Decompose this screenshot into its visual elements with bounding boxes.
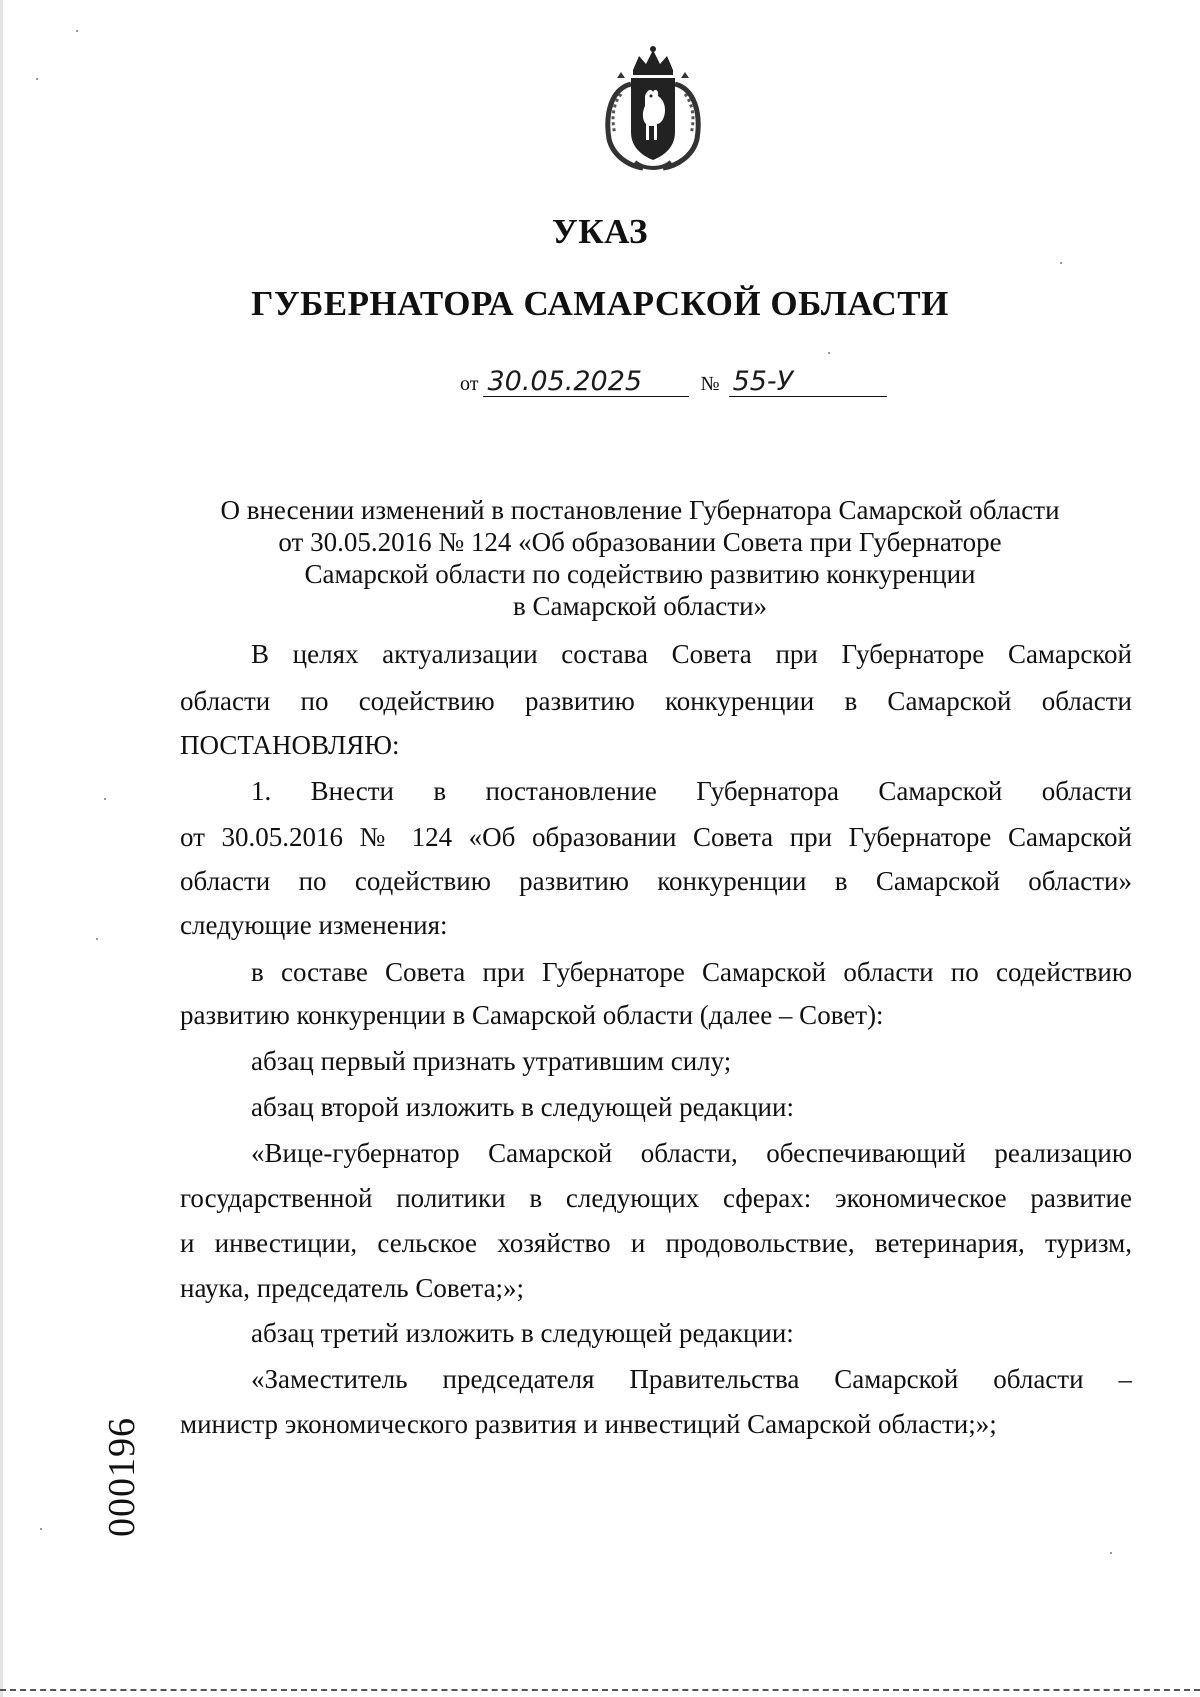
- scan-speck: [828, 352, 830, 354]
- scan-speck: [76, 30, 78, 32]
- body-line: области по содействию развитию конкуренции в Самарской области: [180, 686, 1132, 716]
- body-line: абзац второй изложить в следующей редакции:: [251, 1092, 794, 1122]
- body-line: в составе Совета при Губернаторе Самарской области по содействию: [251, 957, 1132, 987]
- body-line: министр экономического развития и инвестиций Самарской области;»;: [180, 1409, 997, 1439]
- body-line: абзац первый признать утратившим силу;: [251, 1046, 732, 1076]
- bottom-dashed-rule: [0, 1689, 1200, 1691]
- body-line: наука, председатель Совета;»;: [180, 1273, 525, 1303]
- subject-line: в Самарской области»: [512, 591, 768, 621]
- scan-speck: [104, 798, 106, 800]
- document-subtitle: ГУБЕРНАТОРА САМАРСКОЙ ОБЛАСТИ: [251, 284, 949, 323]
- samara-coat-of-arms-icon: [591, 44, 715, 172]
- body-line: абзац третий изложить в следующей редакции:: [251, 1318, 794, 1348]
- body-line: и инвестиции, сельское хозяйство и продовольствие, ветеринария, туризм,: [180, 1228, 1132, 1258]
- date-number-line: [460, 368, 887, 397]
- body-line: В целях актуализации состава Совета при Губернаторе Самарской: [251, 639, 1132, 669]
- number-label: №: [700, 373, 720, 395]
- handwritten-number: 55-У: [729, 368, 887, 397]
- body-line: развитию конкуренции в Самарской области (далее – Совет):: [180, 1000, 884, 1030]
- body-line: следующие изменения:: [180, 910, 448, 940]
- serial-number: 000196: [101, 1417, 143, 1537]
- body-line: государственной политики в следующих сферах: экономическое развитие: [180, 1183, 1132, 1213]
- subject-line: от 30.05.2016 № 124 «Об образовании Совета при Губернаторе: [278, 527, 1002, 557]
- handwritten-date: 30.05.2025: [483, 368, 689, 397]
- scan-speck: [40, 1528, 42, 1530]
- scan-speck: [96, 938, 98, 940]
- body-line: области по содействию развитию конкуренции в Самарской области»: [180, 866, 1132, 896]
- body-line: 1. Внести в постановление Губернатора Самарской области: [251, 776, 1132, 806]
- body-line: от 30.05.2016 № 124 «Об образовании Совета при Губернаторе Самарской: [180, 822, 1132, 852]
- body-line-resolve: ПОСТАНОВЛЯЮ:: [180, 730, 400, 760]
- body-line: «Заместитель председателя Правительства Самарской области –: [251, 1364, 1132, 1394]
- scan-speck: [1060, 262, 1062, 264]
- scan-speck: [36, 78, 38, 80]
- document-title: УКАЗ: [552, 212, 648, 251]
- scan-speck: [1110, 1552, 1112, 1554]
- decree-subject: [180, 494, 1100, 622]
- date-from-label: от: [460, 373, 479, 395]
- page-edge: [0, 0, 3, 1697]
- subject-line: О внесении изменений в постановление Губернатора Самарской области: [220, 495, 1060, 525]
- subject-line: Самарской области по содействию развитию конкуренции: [304, 559, 976, 589]
- body-line: «Вице-губернатор Самарской области, обеспечивающий реализацию: [251, 1138, 1132, 1168]
